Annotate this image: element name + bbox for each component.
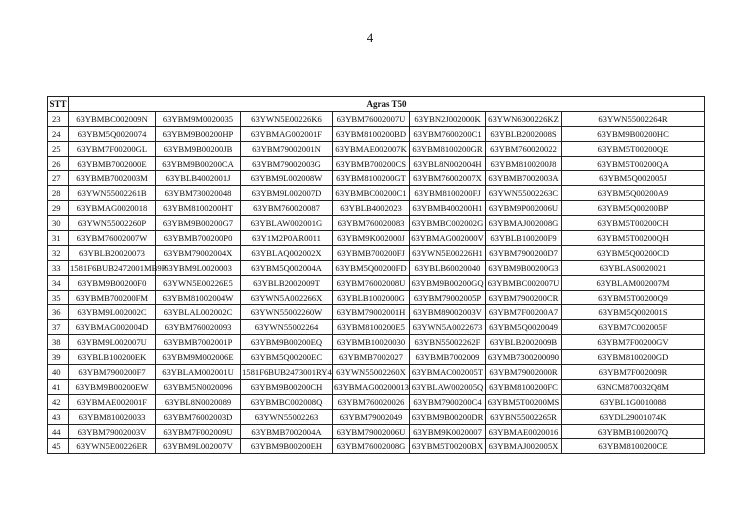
serial-number-cell: 63YBM5Q00200BP: [562, 201, 705, 216]
serial-number-cell: 1581F6BUB2472001MB9P: [69, 260, 156, 275]
serial-number-cell: 63YBLB2002009B: [486, 335, 562, 350]
serial-number-cell: 63YBMB700200FJ: [333, 245, 410, 260]
table-row: [48, 335, 705, 350]
serial-number-cell: 63YBM5Q00200EC: [241, 350, 333, 365]
table-row: [48, 186, 705, 201]
serial-number-cell: 63YBMAG00200013: [333, 379, 410, 394]
serial-number-cell: 63YBMB700200P0: [156, 231, 241, 246]
serial-number-cell: 63YBM7C002005F: [562, 320, 705, 335]
row-stt-cell: 25: [48, 141, 69, 156]
serial-number-cell: 63YBLB1002000G: [333, 290, 410, 305]
serial-number-cell: 63YBM5Q002004A: [241, 260, 333, 275]
table-row: [48, 156, 705, 171]
table-row: [48, 290, 705, 305]
serial-number-cell: 63YBM5Q0020049: [486, 320, 562, 335]
row-stt-cell: 27: [48, 171, 69, 186]
serial-number-cell: 63YBM81002004W: [156, 290, 241, 305]
serial-number-cell: 1581F6BUB2473001RY4: [241, 365, 333, 380]
serial-number-cell: 63YBM79002005P: [410, 290, 486, 305]
serial-number-cell: 63YBMBC002008Q: [241, 394, 333, 409]
serial-number-cell: 63YBM9B00200F0: [69, 275, 156, 290]
row-stt-cell: 26: [48, 156, 69, 171]
table-row: [48, 350, 705, 365]
serial-number-cell: 63YBM9M0020035: [156, 111, 241, 126]
serial-number-cell: 63YBN2J002000K: [410, 111, 486, 126]
serial-number-cell: 63YBM79002003G: [241, 156, 333, 171]
serial-number-cell: 63YBL8N002004H: [410, 156, 486, 171]
serial-number-cell: 63YBM5Q00200CD: [562, 245, 705, 260]
row-stt-cell: 38: [48, 335, 69, 350]
serial-table-container: [47, 96, 704, 454]
serial-number-cell: 63YBMAE002001F: [69, 394, 156, 409]
serial-number-cell: 63YBM76002007X: [410, 171, 486, 186]
serial-number-cell: 63YBMB1002007Q: [562, 424, 705, 439]
serial-number-cell: 63YBM8100200GT: [333, 171, 410, 186]
serial-number-cell: 63YBM760020083: [333, 216, 410, 231]
serial-number-cell: 63YWN5A002266X: [241, 290, 333, 305]
serial-number-cell: 63YBMAG002001F: [241, 126, 333, 141]
serial-number-cell: 63YBM76002008G: [333, 439, 410, 454]
serial-number-cell: 63YBMAJ002005X: [486, 439, 562, 454]
serial-number-cell: 63YWN5E00226ER: [69, 439, 156, 454]
serial-number-cell: 63YBLB2002008S: [486, 126, 562, 141]
table-header-row: [48, 97, 705, 112]
serial-number-cell: 63YBM8100200GD: [562, 350, 705, 365]
serial-number-cell: 63YBM7F002009R: [562, 365, 705, 380]
serial-number-cell: 63YWN55002260W: [241, 305, 333, 320]
table-row: [48, 424, 705, 439]
serial-number-cell: 63YBM8100200HT: [156, 201, 241, 216]
serial-number-cell: 63YBM760020087: [241, 201, 333, 216]
serial-number-cell: 63YBM7900200C4: [410, 394, 486, 409]
serial-number-cell: 63YDL29001074K: [562, 409, 705, 424]
serial-number-cell: 63YBM730020048: [156, 186, 241, 201]
serial-number-cell: 63YBM9B00200EW: [69, 379, 156, 394]
header-stt: STT: [48, 97, 69, 112]
serial-number-cell: 63YBM5Q00200FD: [333, 260, 410, 275]
serial-number-cell: 63YBM8100200J8: [486, 156, 562, 171]
table-row: [48, 141, 705, 156]
header-model-title: Agras T50: [69, 97, 705, 112]
serial-number-cell: 63YBM9L002008W: [241, 171, 333, 186]
table-row: [48, 260, 705, 275]
row-stt-cell: 33: [48, 260, 69, 275]
serial-number-cell: 63YBM9B00200G3: [486, 260, 562, 275]
serial-number-cell: 63YBMB7002009: [410, 350, 486, 365]
serial-number-cell: 63YBM89002003V: [410, 305, 486, 320]
serial-number-cell: 63YBLAQ002002X: [241, 245, 333, 260]
serial-number-cell: 63YBM5Q0020074: [69, 126, 156, 141]
serial-number-cell: 63YBM9B00200EH: [241, 439, 333, 454]
serial-number-cell: 63YBMAC002005T: [410, 365, 486, 380]
serial-number-cell: 63YBM79002001N: [241, 141, 333, 156]
serial-number-cell: 63YBM76002007U: [333, 111, 410, 126]
table-row: [48, 245, 705, 260]
table-row: [48, 126, 705, 141]
serial-number-cell: 63YBM5T00200MS: [486, 394, 562, 409]
serial-number-cell: 63YWN55002263: [241, 409, 333, 424]
table-row: [48, 439, 705, 454]
serial-number-cell: 63YBM5T00200Q9: [562, 290, 705, 305]
serial-number-cell: 63YBLB20020073: [69, 245, 156, 260]
serial-number-cell: 63YBM5Q002001S: [562, 305, 705, 320]
table-row: [48, 379, 705, 394]
row-stt-cell: 42: [48, 394, 69, 409]
serial-number-cell: 63YBM5Q00200A9: [562, 186, 705, 201]
serial-number-cell: 63YBM9L002002C: [69, 305, 156, 320]
serial-number-cell: 63YBM79002049: [333, 409, 410, 424]
serial-number-cell: 63YBM7900200D7: [486, 245, 562, 260]
serial-number-cell: 63YBMB10020030: [333, 335, 410, 350]
serial-number-cell: 63YBMB7002000E: [69, 156, 156, 171]
serial-number-cell: 63YBM7900200CR: [486, 290, 562, 305]
table-row: [48, 201, 705, 216]
serial-number-cell: 63YBL1G0010088: [562, 394, 705, 409]
table-row: [48, 320, 705, 335]
serial-number-cell: 63YBM5T00200QE: [562, 141, 705, 156]
row-stt-cell: 37: [48, 320, 69, 335]
serial-number-cell: 63YBM9L002007D: [241, 186, 333, 201]
serial-number-cell: 63YBMB400200H1: [410, 201, 486, 216]
serial-number-table: [47, 96, 705, 454]
row-stt-cell: 43: [48, 409, 69, 424]
serial-number-cell: 63YBM79002004X: [156, 245, 241, 260]
serial-number-cell: 63YBLAM002007M: [562, 275, 705, 290]
serial-number-cell: 63YBM7F00200GV: [562, 335, 705, 350]
serial-number-cell: 63YBM9B00200DR: [410, 409, 486, 424]
table-row: [48, 365, 705, 380]
serial-number-cell: 63YBM5T00200QH: [562, 231, 705, 246]
serial-number-cell: 63YBM8100200BD: [333, 126, 410, 141]
serial-number-cell: 63YBM9P002006U: [486, 201, 562, 216]
table-row: [48, 171, 705, 186]
page-number: 4: [366, 30, 374, 45]
serial-number-cell: 63YBL8N0020089: [156, 394, 241, 409]
serial-number-cell: 63YBLB4002023: [333, 201, 410, 216]
serial-number-cell: 63YWN5E00226H1: [410, 245, 486, 260]
serial-number-cell: 63YWN6300226KZ: [486, 111, 562, 126]
serial-number-cell: 63YBMB7002003A: [486, 171, 562, 186]
serial-number-cell: 63YBM9L0020003: [156, 260, 241, 275]
serial-number-cell: 63YBMB7002003M: [69, 171, 156, 186]
serial-number-cell: 63YWN5E00226E5: [156, 275, 241, 290]
serial-number-cell: 63YBM9B00200HP: [156, 126, 241, 141]
row-stt-cell: 35: [48, 290, 69, 305]
serial-number-cell: 63YBMBC002002G: [410, 216, 486, 231]
serial-number-cell: 63YBM8100200FC: [486, 379, 562, 394]
serial-number-cell: 63YBMBC00200C1: [333, 186, 410, 201]
serial-number-cell: 63YBM9B00200GQ: [410, 275, 486, 290]
serial-number-cell: 63YBLB100200F9: [486, 231, 562, 246]
serial-number-cell: 63YBLB2002009T: [241, 275, 333, 290]
serial-number-cell: 63YBLB100200EK: [69, 350, 156, 365]
table-row: [48, 394, 705, 409]
serial-number-cell: 63YBM9B00200CH: [241, 379, 333, 394]
row-stt-cell: 28: [48, 186, 69, 201]
serial-number-cell: 63YBM7900200F7: [69, 365, 156, 380]
serial-number-cell: 63YWN5A0022673: [410, 320, 486, 335]
serial-number-cell: 63YWN55002261B: [69, 186, 156, 201]
serial-number-cell: 63YBN55002262F: [410, 335, 486, 350]
serial-number-cell: 63YBMB7002001P: [156, 335, 241, 350]
row-stt-cell: 32: [48, 245, 69, 260]
serial-number-cell: 63YWN55002264: [241, 320, 333, 335]
serial-number-cell: 63YBLB60020040: [410, 260, 486, 275]
serial-number-cell: 63NCM870032Q8M: [562, 379, 705, 394]
serial-number-cell: 63YWN55002260X: [333, 365, 410, 380]
serial-number-cell: 63YWN55002260P: [69, 216, 156, 231]
serial-number-cell: 63Y1M2P0AR0011: [241, 231, 333, 246]
serial-number-cell: 63YBM5T00200QA: [562, 156, 705, 171]
serial-number-cell: 63YBM5T00200BX: [410, 439, 486, 454]
serial-number-cell: 63YBM9B00200CA: [156, 156, 241, 171]
serial-number-cell: 63YBM5T00200CH: [562, 216, 705, 231]
serial-number-cell: 63YBM760020093: [156, 320, 241, 335]
table-row: [48, 216, 705, 231]
serial-number-cell: 63YBM8100200GR: [410, 141, 486, 156]
serial-number-cell: 63YBM9B00200G7: [156, 216, 241, 231]
serial-number-cell: 63YBM76002007W: [69, 231, 156, 246]
table-row: [48, 111, 705, 126]
serial-number-cell: 63YBM76002008U: [333, 275, 410, 290]
serial-number-cell: 63YBM9K002000J: [333, 231, 410, 246]
row-stt-cell: 39: [48, 350, 69, 365]
serial-number-cell: 63YWN5E00226K6: [241, 111, 333, 126]
serial-number-cell: 63YBM7F002009U: [156, 424, 241, 439]
serial-number-cell: 63YBM79002006U: [333, 424, 410, 439]
row-stt-cell: 40: [48, 365, 69, 380]
serial-number-cell: 63YBM9M002006E: [156, 350, 241, 365]
serial-number-cell: 63YBM5Q002005J: [562, 171, 705, 186]
serial-number-cell: 63YBMAG0020018: [69, 201, 156, 216]
serial-number-cell: 63YMB7300200090: [486, 350, 562, 365]
serial-number-cell: 63YBM9B00200HC: [562, 126, 705, 141]
row-stt-cell: 41: [48, 379, 69, 394]
row-stt-cell: 30: [48, 216, 69, 231]
table-row: [48, 275, 705, 290]
row-stt-cell: 36: [48, 305, 69, 320]
table-row: [48, 409, 705, 424]
row-stt-cell: 24: [48, 126, 69, 141]
serial-number-cell: 63YBM8100200CE: [562, 439, 705, 454]
serial-number-cell: 63YBMAG002004D: [69, 320, 156, 335]
serial-number-cell: 63YBMAG002000V: [410, 231, 486, 246]
serial-number-cell: 63YBLB4002001J: [156, 171, 241, 186]
serial-number-cell: 63YBMB700200CS: [333, 156, 410, 171]
serial-number-cell: 63YBMBC002009N: [69, 111, 156, 126]
row-stt-cell: 23: [48, 111, 69, 126]
serial-number-cell: 63YBLAM002001U: [156, 365, 241, 380]
serial-number-cell: 63YBM7F00200A7: [486, 305, 562, 320]
serial-number-cell: 63YBM8100200FJ: [410, 186, 486, 201]
serial-number-cell: 63YBMB7002004A: [241, 424, 333, 439]
serial-number-cell: 63YBMBC002007U: [486, 275, 562, 290]
table-body: [48, 111, 705, 453]
serial-number-cell: 63YBM9B00200JB: [156, 141, 241, 156]
table-row: [48, 231, 705, 246]
serial-number-cell: 63YBM760020026: [333, 394, 410, 409]
serial-number-cell: 63YBM7F00200GL: [69, 141, 156, 156]
serial-number-cell: 63YBM9L002007U: [69, 335, 156, 350]
serial-number-cell: 63YBM8100200E5: [333, 320, 410, 335]
serial-number-cell: 63YBLAS0020021: [562, 260, 705, 275]
serial-number-cell: 63YBM79002001H: [333, 305, 410, 320]
serial-number-cell: 63YBMB700200FM: [69, 290, 156, 305]
serial-number-cell: 63YBLAW002001G: [241, 216, 333, 231]
serial-number-cell: 63YBMAJ002008G: [486, 216, 562, 231]
serial-number-cell: 63YBM9K0020007: [410, 424, 486, 439]
serial-number-cell: 63YBM760020022: [486, 141, 562, 156]
row-stt-cell: 45: [48, 439, 69, 454]
table-row: [48, 305, 705, 320]
row-stt-cell: 29: [48, 201, 69, 216]
serial-number-cell: 63YBMB7002027: [333, 350, 410, 365]
serial-number-cell: 63YBLAW002005Q: [410, 379, 486, 394]
serial-number-cell: 63YBM5N0020096: [156, 379, 241, 394]
serial-number-cell: 63YBM76002003D: [156, 409, 241, 424]
serial-number-cell: 63YBM9L002007V: [156, 439, 241, 454]
serial-number-cell: 63YBN55002265R: [486, 409, 562, 424]
serial-number-cell: 63YBMAE002007K: [333, 141, 410, 156]
serial-number-cell: 63YBLAL002002C: [156, 305, 241, 320]
serial-number-cell: 63YBM79002003V: [69, 424, 156, 439]
serial-number-cell: 63YWN55002263C: [486, 186, 562, 201]
serial-number-cell: 63YBM9B00200EQ: [241, 335, 333, 350]
row-stt-cell: 34: [48, 275, 69, 290]
serial-number-cell: 63YBM79002000R: [486, 365, 562, 380]
serial-number-cell: 63YBMAE0020016: [486, 424, 562, 439]
row-stt-cell: 44: [48, 424, 69, 439]
serial-number-cell: 63YBM7600200C1: [410, 126, 486, 141]
serial-number-cell: 63YBM810020033: [69, 409, 156, 424]
row-stt-cell: 31: [48, 231, 69, 246]
serial-number-cell: 63YWN55002264R: [562, 111, 705, 126]
